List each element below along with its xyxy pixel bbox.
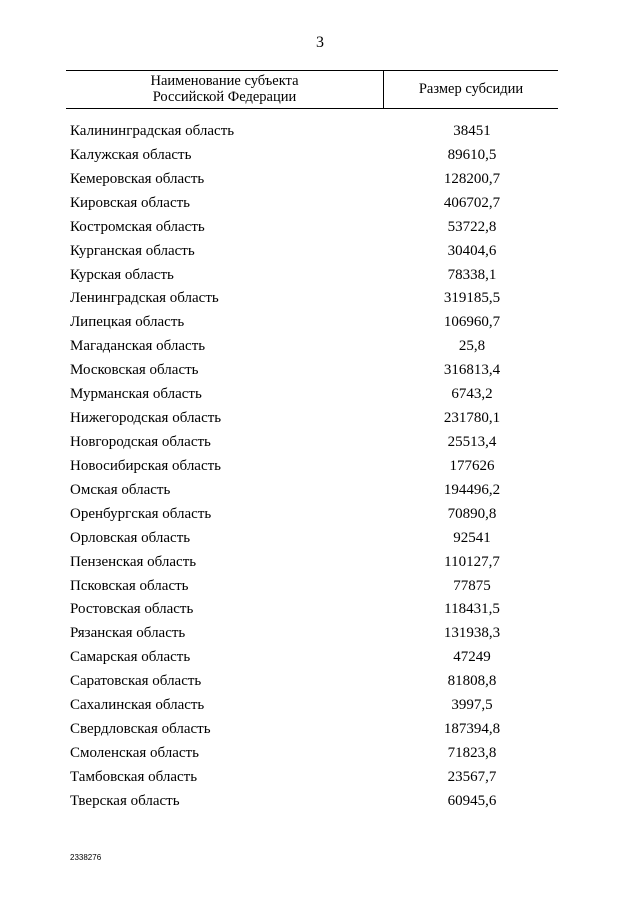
subsidy-value-cell: 53722,8 — [447, 218, 497, 235]
subsidy-value-cell: 3997,5 — [451, 697, 493, 714]
table-row — [0, 599, 640, 623]
subject-name-cell: Курганская область — [70, 242, 195, 259]
table-row — [0, 432, 640, 456]
table-row — [0, 265, 640, 289]
table-row — [0, 480, 640, 504]
table-row — [0, 217, 640, 241]
subject-name-cell: Самарская область — [70, 649, 191, 666]
subject-name-cell: Тамбовская область — [70, 768, 198, 785]
table-row — [0, 767, 640, 791]
subject-name-cell: Оренбургская область — [70, 505, 212, 522]
table-row — [0, 360, 640, 384]
subsidy-value-cell: 71823,8 — [447, 744, 497, 761]
column-header-subsidy-size: Размер субсидии — [418, 81, 524, 97]
page-number: 3 — [316, 34, 324, 51]
subject-name-cell: Орловская область — [70, 529, 191, 546]
subject-name-cell: Липецкая область — [70, 314, 185, 331]
table-row — [0, 384, 640, 408]
table-row — [0, 576, 640, 600]
subject-name-cell: Магаданская область — [70, 338, 206, 355]
subsidy-value-cell: 128200,7 — [443, 170, 501, 187]
table-row — [0, 408, 640, 432]
table-row — [0, 743, 640, 767]
subject-name-cell: Пензенская область — [70, 553, 197, 570]
table-row — [0, 552, 640, 576]
subject-name-cell: Псковская область — [70, 577, 189, 594]
table-row — [0, 719, 640, 743]
subject-name-cell: Смоленская область — [70, 744, 199, 761]
table-row — [0, 791, 640, 815]
subsidy-value-cell: 187394,8 — [443, 721, 501, 738]
column-header-subject-name-line2: Российской Федерации — [152, 89, 297, 105]
subsidy-value-cell: 70890,8 — [447, 505, 497, 522]
table-row — [0, 456, 640, 480]
subsidy-value-cell: 118431,5 — [444, 601, 500, 618]
subject-name-cell: Свердловская область — [70, 721, 211, 738]
column-header-subject-name — [66, 73, 383, 105]
table-row — [0, 504, 640, 528]
subject-name-cell: Новгородская область — [70, 433, 211, 450]
subject-name-cell: Курская область — [70, 266, 174, 283]
subsidy-value-cell: 25,8 — [458, 338, 486, 355]
subject-name-cell: Калининградская область — [70, 123, 235, 139]
table-row — [0, 121, 640, 145]
subject-name-cell: Кировская область — [70, 194, 191, 211]
table-row — [0, 671, 640, 695]
column-header-subject-name-line1: Наименование субъекта — [150, 73, 299, 89]
subsidy-value-cell: 81808,8 — [447, 673, 497, 690]
subsidy-value-cell: 231780,1 — [443, 410, 501, 427]
subsidy-value-cell: 38451 — [453, 123, 491, 139]
table-body — [0, 121, 640, 815]
subsidy-value-cell: 316813,4 — [443, 362, 501, 379]
subsidy-value-cell: 89610,5 — [447, 146, 497, 163]
subject-name-cell: Калужская область — [70, 146, 192, 163]
table-row — [0, 695, 640, 719]
table-row — [0, 145, 640, 169]
subject-name-cell: Кемеровская область — [70, 170, 205, 187]
subsidy-value-cell: 131938,3 — [443, 625, 501, 642]
subsidy-value-cell: 6743,2 — [451, 386, 493, 403]
table-row — [0, 528, 640, 552]
table-row — [0, 647, 640, 671]
subject-name-cell: Ленинградская область — [70, 290, 219, 307]
subsidy-value-cell: 25513,4 — [447, 433, 497, 450]
subsidy-value-cell: 47249 — [453, 649, 491, 666]
table-header — [66, 70, 558, 109]
table-row — [0, 336, 640, 360]
subsidy-value-cell: 60945,6 — [447, 792, 497, 809]
document-code: 2338276 — [70, 853, 102, 862]
subsidy-value-cell: 92541 — [453, 529, 491, 546]
subject-name-cell: Саратовская область — [70, 673, 202, 690]
subsidy-value-cell: 319185,5 — [443, 290, 501, 307]
subject-name-cell: Ростовская область — [70, 601, 194, 618]
table-row — [0, 288, 640, 312]
table-row — [0, 193, 640, 217]
subject-name-cell: Нижегородская область — [70, 410, 222, 427]
table-row — [0, 241, 640, 265]
subject-name-cell: Мурманская область — [70, 386, 202, 403]
table-row — [0, 169, 640, 193]
subject-name-cell: Омская область — [70, 481, 171, 498]
subsidy-value-cell: 106960,7 — [443, 314, 501, 331]
subject-name-cell: Сахалинская область — [70, 697, 205, 714]
subject-name-cell: Рязанская область — [70, 625, 186, 642]
subsidy-value-cell: 110127,7 — [444, 553, 500, 570]
subject-name-cell: Костромская область — [70, 218, 205, 235]
subsidy-value-cell: 177626 — [449, 457, 495, 474]
subject-name-cell: Новосибирская область — [70, 457, 222, 474]
subsidy-value-cell: 77875 — [453, 577, 491, 594]
table-row — [0, 623, 640, 647]
subject-name-cell: Московская область — [70, 362, 199, 379]
subsidy-value-cell: 194496,2 — [443, 481, 501, 498]
table-row — [0, 312, 640, 336]
subsidy-value-cell: 406702,7 — [443, 194, 501, 211]
subsidy-value-cell: 23567,7 — [447, 768, 497, 785]
subsidy-value-cell: 78338,1 — [447, 266, 497, 283]
subject-name-cell: Тверская область — [70, 792, 180, 809]
subsidy-value-cell: 30404,6 — [447, 242, 497, 259]
